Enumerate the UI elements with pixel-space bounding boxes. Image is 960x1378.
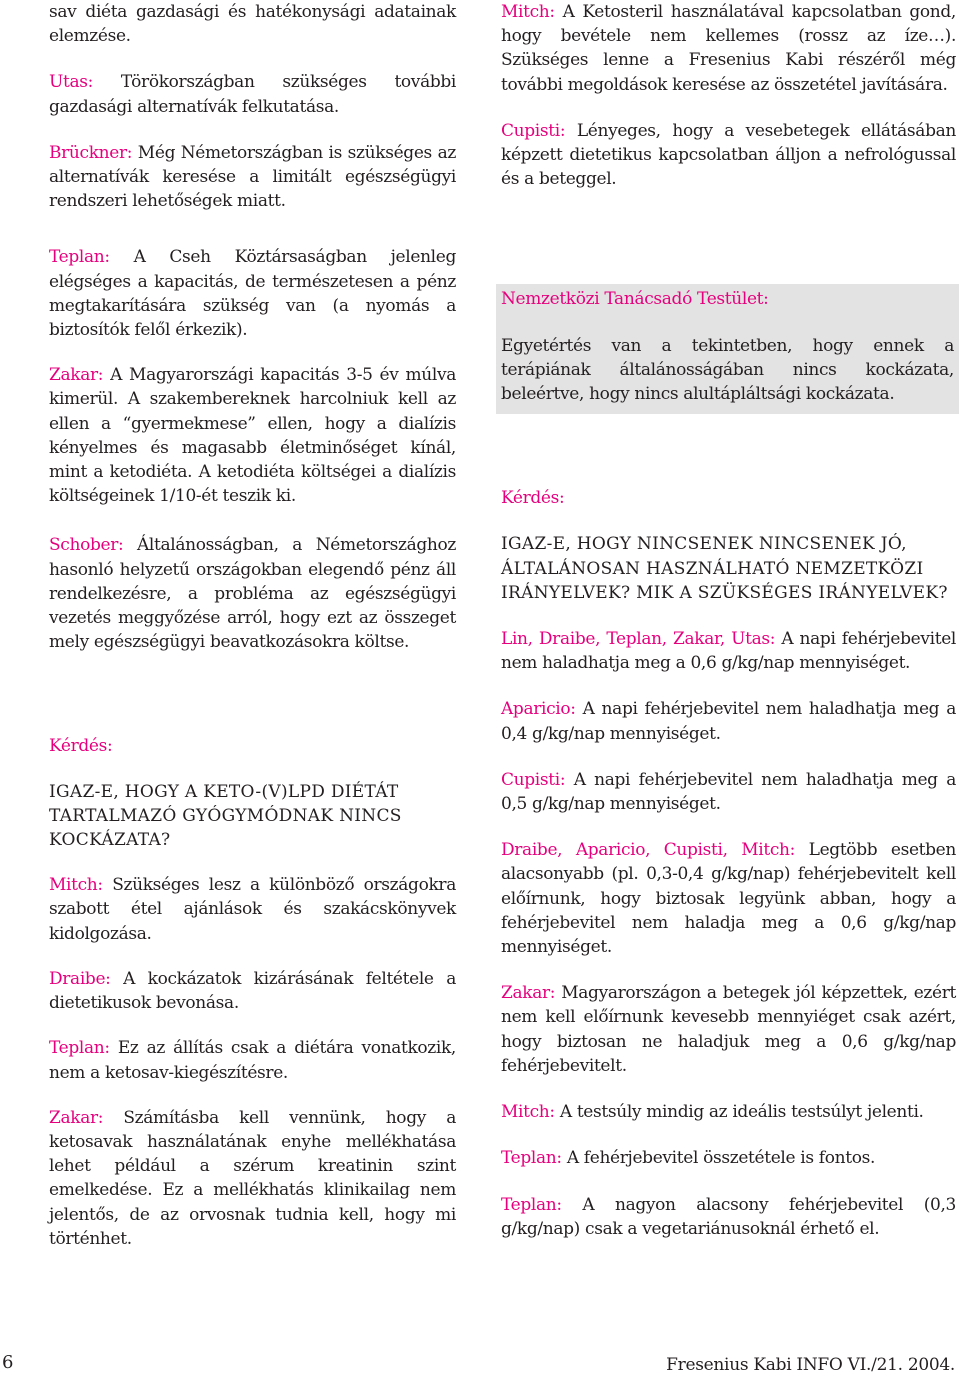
paragraph-text: A Cseh Köztársaságban jelenleg elégséges a kapacitás, de természetesen a pénz megtakarítására szükség van (a nyomás a biztosítók felől érkezik). <box>49 247 456 341</box>
paragraph <box>501 1146 956 1170</box>
speaker-name: Mitch: <box>501 2 555 22</box>
speaker-name: Brückner: <box>49 142 133 163</box>
publication-footer: Fresenius Kabi INFO VI./21. 2004. <box>666 1355 955 1375</box>
paragraph <box>49 1106 456 1251</box>
paragraph-text: Legtöbb esetben alacsonyabb (pl. 0,3-0,4 g/kg/nap) fehérjebevitelt kell előírnunk, hogy biztosak legyünk abban, hogy a fehérjebevitel nem haladja meg a 0,6 g/kg/nap mennyiséget. <box>501 840 956 958</box>
speaker-name: Draibe, Aparicio, Cupisti, Mitch: <box>501 840 796 861</box>
question-text: IGAZ-E, HOGY A KETO-(V)LPD DIÉTÁT TARTALMAZÓ GYÓGYMÓDNAK NINCS KOCKÁZATA? <box>49 781 402 851</box>
speaker-name: Zakar: <box>49 365 104 386</box>
speaker-name: Utas: <box>49 72 93 93</box>
paragraph-text: A nagyon alacsony fehérjebevitel (0,3 g/kg/nap) csak a vegetariánusoknál érhető el. <box>501 1194 956 1239</box>
paragraph <box>501 1193 956 1241</box>
question-heading: Kérdés: <box>49 736 113 757</box>
board-consensus-box <box>496 284 959 414</box>
paragraph <box>501 0 956 97</box>
paragraph <box>49 1036 456 1084</box>
paragraph <box>501 697 956 745</box>
paragraph <box>49 70 456 118</box>
page-number: 6 <box>2 1352 14 1373</box>
speaker-name: Zakar: <box>501 983 556 1004</box>
paragraph-text: A napi fehérjebevitel nem haladhatja meg a 0,4 g/kg/nap mennyiséget. <box>501 699 956 744</box>
paragraph-text: Még Németországban is szükséges az alternatívák keresése a limitált egészségügyi rendszeri lehetőségek miatt. <box>49 142 456 212</box>
speaker-name: Teplan: <box>501 1148 562 1169</box>
speaker-name: Cupisti: <box>501 769 566 790</box>
paragraph-text: Törökországban szükséges további gazdasági alternatívák felkutatása. <box>49 72 456 117</box>
paragraph-text: Általánosságban, a Németországhoz hasonló helyzetű országokban elegendő pénz áll rendelkezésre, a probléma az egészségügyi vezetés meggyőzése arról, hogy ezt az összeget mely egészségügyi beavatkozásokra költse. <box>49 535 456 653</box>
paragraph-text: A Magyarországi kapacitás 3-5 év múlva kimerül. A szakembereknek harcolniuk kell az ellen a “gyermekmese” ellen, hogy a dialízis kényelmes és magasabb életminőséget kínál, mint a ketodiéta. A ketodiéta költségei a dialízis költségeinek 1/10-ét teszik ki. <box>49 365 456 507</box>
paragraph <box>49 533 456 654</box>
paragraph-text: A testsúly mindig az ideális testsúlyt jelenti. <box>559 1102 924 1123</box>
question-heading: Kérdés: <box>501 488 565 509</box>
paragraph <box>501 838 956 959</box>
paragraph-text: Szükséges lesz a különböző országokra szabott étel ajánlások és szakácskönyvek kidolgozása. <box>49 875 456 944</box>
paragraph <box>49 0 456 48</box>
paragraph-text: Számításba kell vennünk, hogy a ketosavak használatának enyhe mellékhatása lehet például a szérum kreatinin szint emelkedése. Ez a mellékhatás klinikailag nem jelentős, de az orvosnak tudnia kell, hogy mi történhet. <box>49 1107 456 1249</box>
paragraph <box>501 981 956 1078</box>
paragraph <box>49 245 456 342</box>
paragraph <box>49 967 456 1015</box>
right-column <box>501 0 956 1241</box>
speaker-name: Mitch: <box>49 875 103 896</box>
speaker-name: Teplan: <box>501 1194 562 1215</box>
speaker-name: Teplan: <box>49 247 110 268</box>
paragraph-text: Lényeges, hogy a vesebetegek ellátásában képzett dietetikus kapcsolatban álljon a nefrológussal és a beteggel. <box>501 120 956 190</box>
box-title: Nemzetközi Tanácsadó Testület: <box>501 289 769 310</box>
paragraph <box>49 141 456 214</box>
speaker-name: Zakar: <box>49 1107 104 1128</box>
paragraph-text: A napi fehérjebevitel nem haladhatja meg a 0,6 g/kg/nap mennyiséget. <box>501 629 957 674</box>
paragraph-text: A Ketosteril használatával kapcsolatban gond, hogy bevétele nem kellemes (rossz az íze…). Szükséges lenne a Fresenius Kabi részéről még további megoldások keresése az összetétel javítására. <box>501 2 956 95</box>
paragraph-text: A kockázatok kizárásának feltétele a dietetikusok bevonása. <box>49 968 456 1014</box>
paragraph <box>501 1100 956 1124</box>
left-column <box>49 0 456 1251</box>
question-text: IGAZ-E, HOGY NINCSENEK NINCSENEK JÓ, ÁLTALÁNOSAN HASZNÁLHATÓ NEMZETKÖZI IRÁNYELVEK? MIK A SZÜKSÉGES IRÁNYELVEK? <box>501 534 948 603</box>
speaker-name: Cupisti: <box>501 120 566 141</box>
paragraph-text: Ez az állítás csak a diétára vonatkozik, nem a ketosav-kiegészítésre. <box>49 1038 456 1083</box>
speaker-name: Draibe: <box>49 968 111 989</box>
paragraph-text: Magyarországon a betegek jól képzettek, ezért nem kell előírnunk kevesebb mennyiéget csak azért, hogy biztosan ne haladjuk meg a 0,6 g/kg/nap fehérjebevitelt. <box>501 983 956 1076</box>
paragraph-text: sav diéta gazdasági és hatékonysági adatainak elemzése. <box>49 2 456 47</box>
paragraph <box>49 873 456 946</box>
speaker-name: Lin, Draibe, Teplan, Zakar, Utas: <box>501 629 776 650</box>
paragraph <box>49 363 456 508</box>
paragraph-text: A fehérjebevitel összetétele is fontos. <box>566 1148 876 1169</box>
speaker-name: Mitch: <box>501 1102 555 1123</box>
paragraph-text: A napi fehérjebevitel nem haladhatja meg a 0,5 g/kg/nap mennyiséget. <box>501 769 956 815</box>
paragraph <box>501 119 956 192</box>
paragraph <box>501 768 956 816</box>
paragraph <box>501 627 956 675</box>
speaker-name: Teplan: <box>49 1038 110 1059</box>
speaker-name: Schober: <box>49 535 124 556</box>
speaker-name: Aparicio: <box>501 699 576 720</box>
box-text: Egyetértés van a tekintetben, hogy ennek a terápiának általánosságában nincs kockázata, beleértve, hogy nincs alultápláltsági kockázata. <box>501 335 954 405</box>
